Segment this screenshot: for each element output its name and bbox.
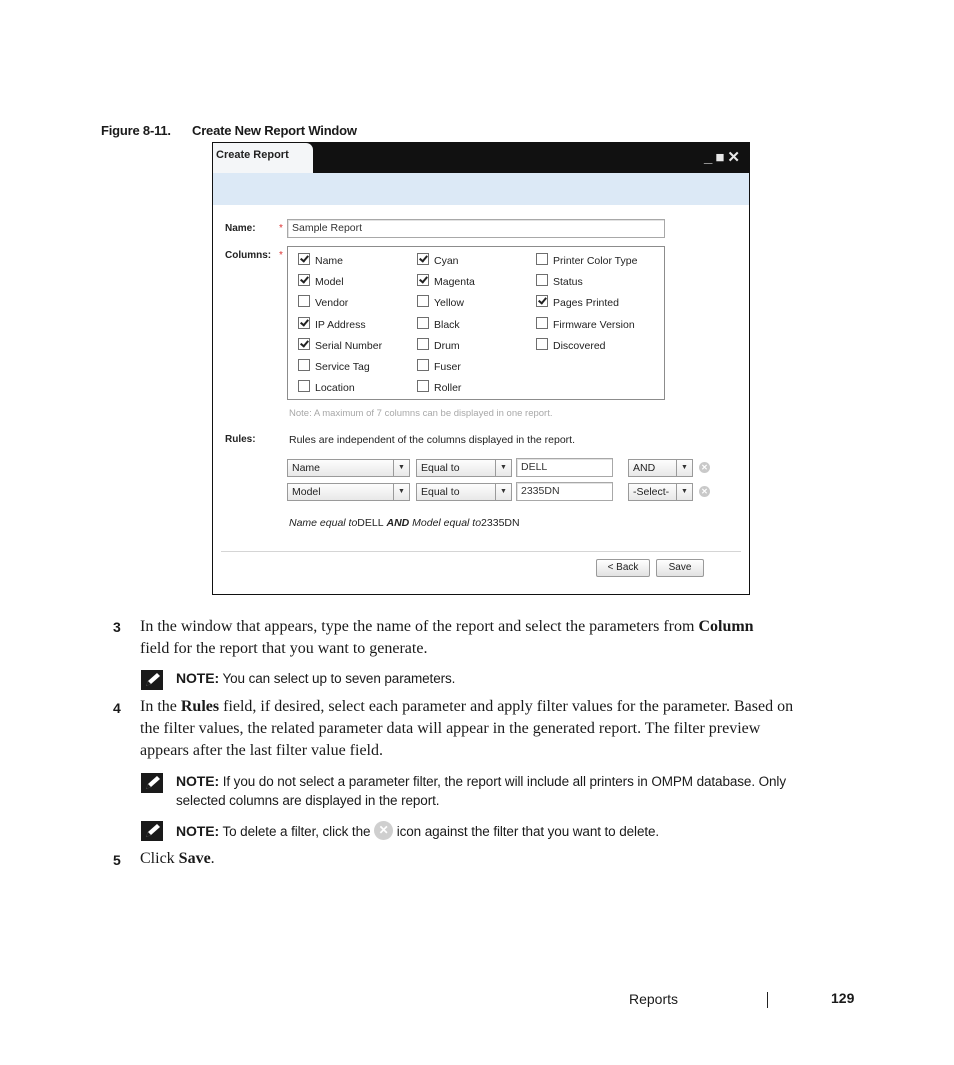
checked-box-icon[interactable] (417, 274, 429, 286)
window-controls (704, 148, 743, 166)
rules-label: Rules: (225, 434, 256, 445)
column-checkbox[interactable] (536, 253, 637, 267)
filter-preview (289, 517, 520, 529)
column-checkbox-label: Magenta (434, 276, 475, 289)
delete-rule-1-icon[interactable]: ✕ (699, 462, 710, 473)
preview-value-1: DELL (357, 517, 384, 529)
unchecked-box-icon[interactable] (417, 359, 429, 371)
footer-section: Reports (629, 991, 679, 1007)
unchecked-box-icon[interactable] (417, 338, 429, 350)
chevron-down-icon: ▼ (393, 484, 409, 500)
rule-1-logic-value: AND (633, 462, 656, 474)
rule-2-field-select[interactable] (287, 483, 410, 501)
column-checkbox[interactable] (417, 338, 460, 352)
figure-caption (101, 123, 357, 138)
step-3-column-term: Column (698, 618, 754, 635)
unchecked-box-icon[interactable] (536, 338, 548, 350)
footer-divider (767, 992, 768, 1008)
rule-2-operator-select[interactable] (416, 483, 512, 501)
rule-1-field-select[interactable] (287, 459, 410, 477)
column-checkbox[interactable] (298, 253, 343, 267)
column-checkbox[interactable] (417, 295, 464, 309)
column-checkbox-label: Serial Number (315, 339, 383, 352)
note-3 (176, 821, 659, 841)
note-1-text: You can select up to seven parameters. (219, 671, 456, 686)
column-checkbox-label: Drum (434, 339, 460, 352)
column-checkbox[interactable] (298, 295, 348, 309)
column-checkbox-label: Fuser (434, 361, 461, 373)
column-checkbox-label: Service Tag (315, 361, 370, 373)
checked-box-icon[interactable] (298, 317, 310, 329)
column-checkbox[interactable] (417, 359, 461, 373)
column-checkbox-label: Roller (434, 382, 462, 395)
note-2 (176, 772, 786, 810)
note-label: NOTE: (176, 823, 220, 839)
step-number: 3 (113, 619, 121, 635)
column-checkbox-label: Firmware Version (553, 318, 635, 331)
figure-title: Create New Report Window (192, 123, 357, 138)
step-5-text-a: Click (140, 850, 179, 867)
note-1 (176, 669, 455, 688)
chevron-down-icon: ▼ (495, 484, 511, 500)
step-3-line-2: field for the report that you want to generate. (140, 640, 428, 657)
rule-2-logic-value: -Select- (633, 486, 670, 498)
unchecked-box-icon[interactable] (417, 317, 429, 329)
required-mark: * (279, 250, 283, 261)
column-checkbox[interactable] (417, 274, 475, 288)
column-checkbox[interactable] (536, 274, 583, 288)
column-checkbox[interactable] (417, 253, 459, 267)
rule-1-value-input[interactable]: DELL (516, 458, 613, 477)
step-4-line-1c: field, if desired, select each parameter and apply filter values for the parameter. Based on (219, 698, 794, 715)
rule-1-operator-select[interactable] (416, 459, 512, 477)
rule-2-logic-select[interactable] (628, 483, 693, 501)
unchecked-box-icon[interactable] (298, 295, 310, 307)
unchecked-box-icon[interactable] (417, 380, 429, 392)
unchecked-box-icon[interactable] (298, 359, 310, 371)
note-3-text-a: To delete a filter, click the (219, 824, 375, 839)
step-4-line-3: appears after the last filter value field. (140, 742, 383, 759)
rules-description: Rules are independent of the columns displayed in the report. (289, 434, 576, 446)
column-checkbox[interactable] (298, 359, 370, 373)
figure-number: Figure 8-11. (101, 123, 171, 138)
column-checkbox-label: Status (553, 276, 583, 289)
report-name-input[interactable]: Sample Report (287, 219, 665, 238)
window-title: Create Report (213, 143, 313, 175)
column-checkbox-label: Yellow (434, 297, 464, 310)
chevron-down-icon: ▼ (676, 484, 692, 500)
column-checkbox-label: Location (315, 382, 355, 395)
minimize-icon[interactable]: _ (704, 149, 716, 166)
delete-rule-2-icon[interactable]: ✕ (699, 486, 710, 497)
rule-2-value-input[interactable]: 2335DN (516, 482, 613, 501)
preview-value-2: 2335DN (481, 517, 520, 529)
step-4-text (140, 696, 793, 762)
column-checkbox-label: Printer Color Type (553, 255, 638, 267)
column-checkbox-label: Name (315, 255, 344, 267)
unchecked-box-icon[interactable] (536, 274, 548, 286)
rule-1-logic-select[interactable] (628, 459, 693, 477)
column-checkbox-label: Cyan (434, 255, 459, 267)
required-mark: * (279, 223, 283, 234)
step-number: 5 (113, 852, 121, 868)
save-button[interactable]: Save (656, 559, 704, 577)
columns-label: Columns: (225, 250, 272, 261)
column-checkbox[interactable] (298, 274, 344, 288)
column-checkbox-label: Model (315, 276, 344, 289)
column-checkbox[interactable] (417, 380, 461, 394)
checked-box-icon[interactable] (298, 338, 310, 350)
step-4-line-1a: In the (140, 698, 181, 715)
step-4-line-2: the filter values, the related parameter data will appear in the generated report. The filter preview (140, 720, 761, 737)
column-checkbox[interactable] (536, 317, 635, 331)
divider (221, 551, 741, 552)
rule-2-operator-value: Equal to (421, 486, 460, 498)
note-2-line-1: If you do not select a parameter filter, the report will include all printers in OMPM database. Only (219, 774, 786, 789)
column-checkbox-label: Discovered (553, 339, 606, 352)
column-checkbox[interactable] (536, 338, 606, 352)
note-pencil-icon (141, 773, 163, 793)
delete-filter-icon: ✕ (374, 821, 393, 840)
checked-box-icon[interactable] (298, 253, 310, 265)
note-label: NOTE: (176, 773, 220, 789)
column-checkbox-label: IP Address (315, 318, 366, 331)
preview-part-1: Name equal to (289, 517, 358, 529)
step-5-text-c: . (210, 850, 215, 867)
preview-part-2: Model equal to (412, 517, 482, 529)
column-checkbox[interactable] (298, 317, 366, 331)
checked-box-icon[interactable] (298, 274, 310, 286)
chevron-down-icon: ▼ (393, 460, 409, 476)
note-2-line-2: selected columns are displayed in the report. (176, 793, 440, 808)
step-3-line-1: In the window that appears, type the name of the report and select the parameters from (140, 618, 699, 635)
column-checkbox-label: Pages Printed (553, 297, 619, 310)
column-checkbox[interactable] (298, 380, 355, 394)
column-checkbox[interactable] (417, 317, 460, 331)
note-label: NOTE: (176, 670, 220, 686)
unchecked-box-icon[interactable] (298, 380, 310, 392)
rule-1-field-value: Name (292, 462, 321, 474)
chevron-down-icon: ▼ (495, 460, 511, 476)
close-icon[interactable]: ✕ (727, 149, 743, 166)
unchecked-box-icon[interactable] (536, 253, 548, 265)
page-number: 129 (831, 990, 855, 1006)
step-4-rules-term: Rules (180, 698, 220, 715)
back-button[interactable]: < Back (596, 559, 650, 577)
checked-box-icon[interactable] (417, 253, 429, 265)
column-checkbox-label: Black (434, 318, 460, 331)
step-5-save-term: Save (178, 850, 211, 867)
checked-box-icon[interactable] (536, 295, 548, 307)
create-report-window (212, 142, 750, 595)
chevron-down-icon: ▼ (676, 460, 692, 476)
step-number: 4 (113, 700, 121, 716)
step-3-text (140, 616, 754, 660)
header-band (213, 173, 749, 205)
note-pencil-icon (141, 821, 163, 841)
note-3-text-b: icon against the filter that you want to delete. (393, 824, 660, 839)
column-checkbox[interactable] (536, 295, 619, 309)
columns-note: Note: A maximum of 7 columns can be displayed in one report. (289, 408, 553, 419)
rule-1-operator-value: Equal to (421, 462, 460, 474)
maximize-icon[interactable]: ■ (715, 149, 728, 166)
column-checkbox[interactable] (298, 338, 382, 352)
name-label: Name: (225, 223, 256, 234)
column-checkbox-label: Vendor (315, 297, 349, 310)
rule-2-field-value: Model (292, 486, 321, 498)
preview-joiner: AND (386, 517, 410, 529)
unchecked-box-icon[interactable] (417, 295, 429, 307)
step-5-text (140, 848, 215, 870)
unchecked-box-icon[interactable] (536, 317, 548, 329)
note-pencil-icon (141, 670, 163, 690)
